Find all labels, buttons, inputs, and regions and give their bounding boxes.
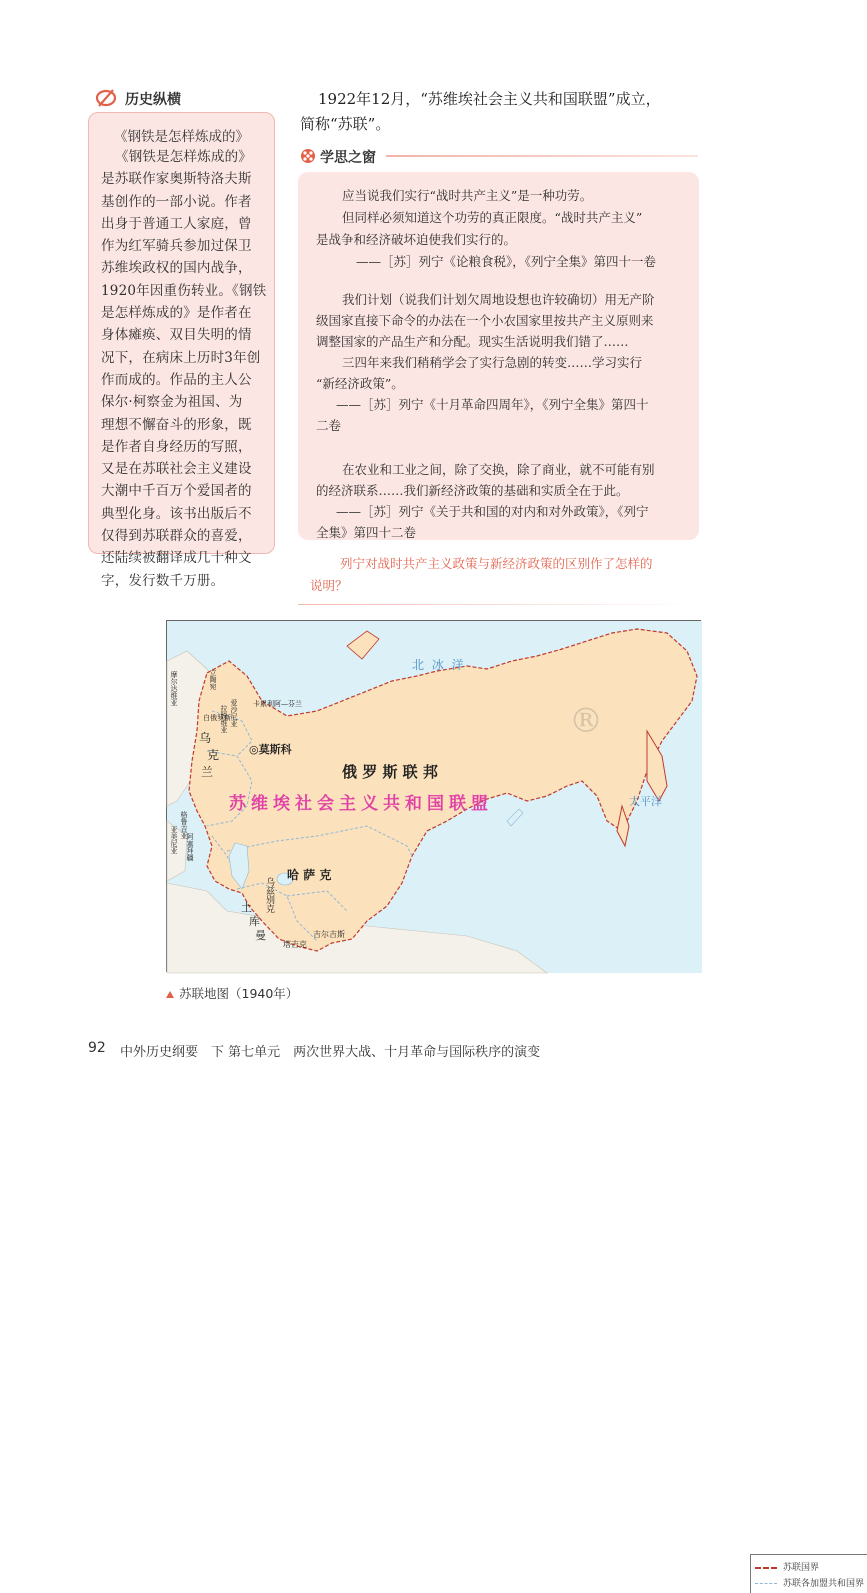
quote-text: 调整国家的产品生产和分配。现实生活说明我们错了…… (316, 334, 629, 349)
quote-source: 二卷 (316, 418, 342, 433)
map-label-kazakh: 哈 萨 克 (287, 868, 332, 882)
quote-text: 级国家直接下命令的办法在一个小农国家里按共产主义原则来 (316, 313, 654, 328)
history-panorama-title: 历史纵横 (125, 92, 181, 108)
quote-text: 但同样必须知道这个功劳的真正限度。“战时共产主义” (342, 210, 643, 225)
sidebar-line: 理想不懈奋斗的形象，既 (101, 416, 252, 433)
legend-border-swatch (755, 1567, 777, 1569)
sidebar-line: 苏维埃政权的国内战争， (101, 260, 252, 277)
discussion-question: 列宁对战时共产主义政策与新经济政策的区别作了怎样的 (340, 556, 653, 571)
legend-republic-label: 苏联各加盟共和国界 (783, 1579, 865, 1589)
sidebar-line: 身体瘫痪、双目失明的情 (101, 327, 252, 344)
map-label-moscow: ◎莫斯科 (249, 743, 292, 756)
map-label-armenia: 亚美尼亚 (170, 826, 178, 854)
sidebar-line: 《钢铁是怎样炼成的》 (115, 149, 252, 165)
sidebar-line: 作而成的。作品的主人公 (101, 371, 252, 388)
quote-text: 是战争和经济破坏迫使我们实行的。 (316, 232, 517, 247)
quote-text: 的经济联系……我们新经济政策的基础和实质全在于此。 (316, 483, 629, 498)
question-divider (298, 604, 699, 605)
map-label-latvia: 拉脱维亚 (220, 705, 228, 733)
map-label-russia: 俄 罗 斯 联 邦 (342, 763, 438, 781)
sidebar-line: 仅得到苏联群众的喜爱， (101, 528, 252, 545)
sidebar-line: 是怎样炼成的》是作者在 (101, 305, 252, 322)
sidebar-line: 是作者自身经历的写照， (101, 438, 252, 455)
history-panorama-icon (95, 88, 117, 108)
map-label-ukraine: 乌 (199, 731, 212, 745)
map-label-ussr: 苏维埃社会主义共和国联盟 (229, 794, 493, 814)
map-label-kirghiz: 吉尔吉斯 (313, 930, 345, 939)
quote-source: 全集》第四十二卷 (316, 525, 417, 540)
watermark-registered-mark: ® (569, 701, 603, 741)
map-caption (166, 984, 298, 1002)
map-caption-text: 苏联地图（1940年） (179, 986, 299, 1001)
sidebar-line: 1920年因重伤转业。《钢铁 (101, 282, 267, 299)
map-legend (750, 1554, 867, 1593)
map-label-lithuania: 立陶宛 (209, 669, 217, 690)
sidebar-line: 保尔·柯察金为祖国、为 (101, 394, 243, 411)
legend-republic-swatch (755, 1583, 777, 1584)
sidebar-line: 况下，在病床上历时3年创 (101, 349, 261, 366)
sidebar-box-title: 《钢铁是怎样炼成的》 (114, 129, 249, 145)
sidebar-line: 典型化身。该书出版后不 (101, 505, 252, 522)
map-label-ukraine: 克 (207, 748, 220, 762)
legend-row-republic-border (755, 1576, 864, 1588)
quote-source: ——［苏］列宁《关于共和国的对内和对外政策》，《列宁 (336, 504, 649, 519)
intro-paragraph-line-2: 简称“苏联”。 (300, 115, 391, 133)
map-label-pacific-ocean: 太平洋 (629, 795, 662, 808)
map-label-turkmen: 土 (241, 901, 252, 914)
history-panorama-header (95, 88, 275, 108)
intro-paragraph-line-1: 1922年12月，“苏维埃社会主义共和国联盟”成立， (318, 90, 661, 108)
map-label-belarus: 白俄罗斯 (203, 714, 231, 722)
map-label-tajik: 塔吉克 (283, 940, 307, 949)
page-number: 92 (88, 1040, 106, 1056)
sidebar-line: 基创作的一部小说。作者 (101, 193, 252, 210)
think-window-icon (300, 148, 316, 164)
quote-text: 三四年来我们稍稍学会了实行急剧的转变……学习实行 (342, 355, 643, 370)
map-label-azerbaijan: 阿塞拜疆 (186, 833, 194, 861)
quote-source: ——［苏］列宁《论粮食税》，《列宁全集》第四十一卷 (356, 254, 657, 269)
map-label-ukraine: 兰 (201, 765, 214, 779)
history-panorama-box (88, 112, 275, 589)
legend-row-ussr-border (755, 1560, 819, 1572)
map-label-turkmen: 库 (249, 915, 260, 928)
quote-text: 我们计划（说我们计划欠周地设想也许较确切）用无产阶 (342, 292, 655, 307)
sidebar-line: 字，发行数千万册。 (101, 572, 225, 589)
sidebar-line: 还陆续被翻译成几十种文 (101, 550, 252, 567)
think-window-header (298, 145, 698, 167)
legend-border-label: 苏联国界 (783, 1563, 820, 1573)
map-label-georgia: 格鲁吉亚 (180, 811, 188, 839)
quote-source: ——［苏］列宁《十月革命四周年》，《列宁全集》第四十 (336, 397, 649, 412)
caption-triangle-icon (166, 991, 174, 998)
quote-text: “新经济政策”。 (316, 376, 404, 391)
map-label-uzbek: 乌兹别克 (264, 877, 274, 913)
map-label-estonia: 爱沙尼亚 (230, 699, 238, 727)
sidebar-line: 作为红军骑兵参加过保卫 (101, 238, 252, 255)
map-label-moldavia: 摩尔达维亚 (170, 671, 178, 706)
running-footer: 中外历史纲要 下 第七单元 两次世界大战、十月革命与国际秩序的演变 (120, 1045, 541, 1060)
quote-text: 应当说我们实行“战时共产主义”是一种功劳。 (342, 188, 593, 203)
sidebar-line: 是苏联作家奥斯特洛夫斯 (101, 171, 252, 188)
sidebar-line: 又是在苏联社会主义建设 (101, 461, 252, 478)
map-label-turkmen: 曼 (255, 929, 266, 942)
think-window-title: 学思之窗 (320, 150, 376, 166)
discussion-question: 说明？ (310, 578, 348, 593)
sidebar-line: 大潮中千百万个爱国者的 (101, 483, 252, 500)
sidebar-line: 出身于普通工人家庭，曾 (101, 215, 252, 232)
header-divider (386, 155, 698, 157)
map-label-arctic-ocean: 北 冰 洋 (412, 658, 466, 672)
quote-text: 在农业和工业之间，除了交换，除了商业，就不可能有别 (342, 462, 655, 477)
map-label-karelo-finland: 卡累利阿—芬兰 (253, 700, 302, 708)
sidebar-body (101, 146, 267, 592)
